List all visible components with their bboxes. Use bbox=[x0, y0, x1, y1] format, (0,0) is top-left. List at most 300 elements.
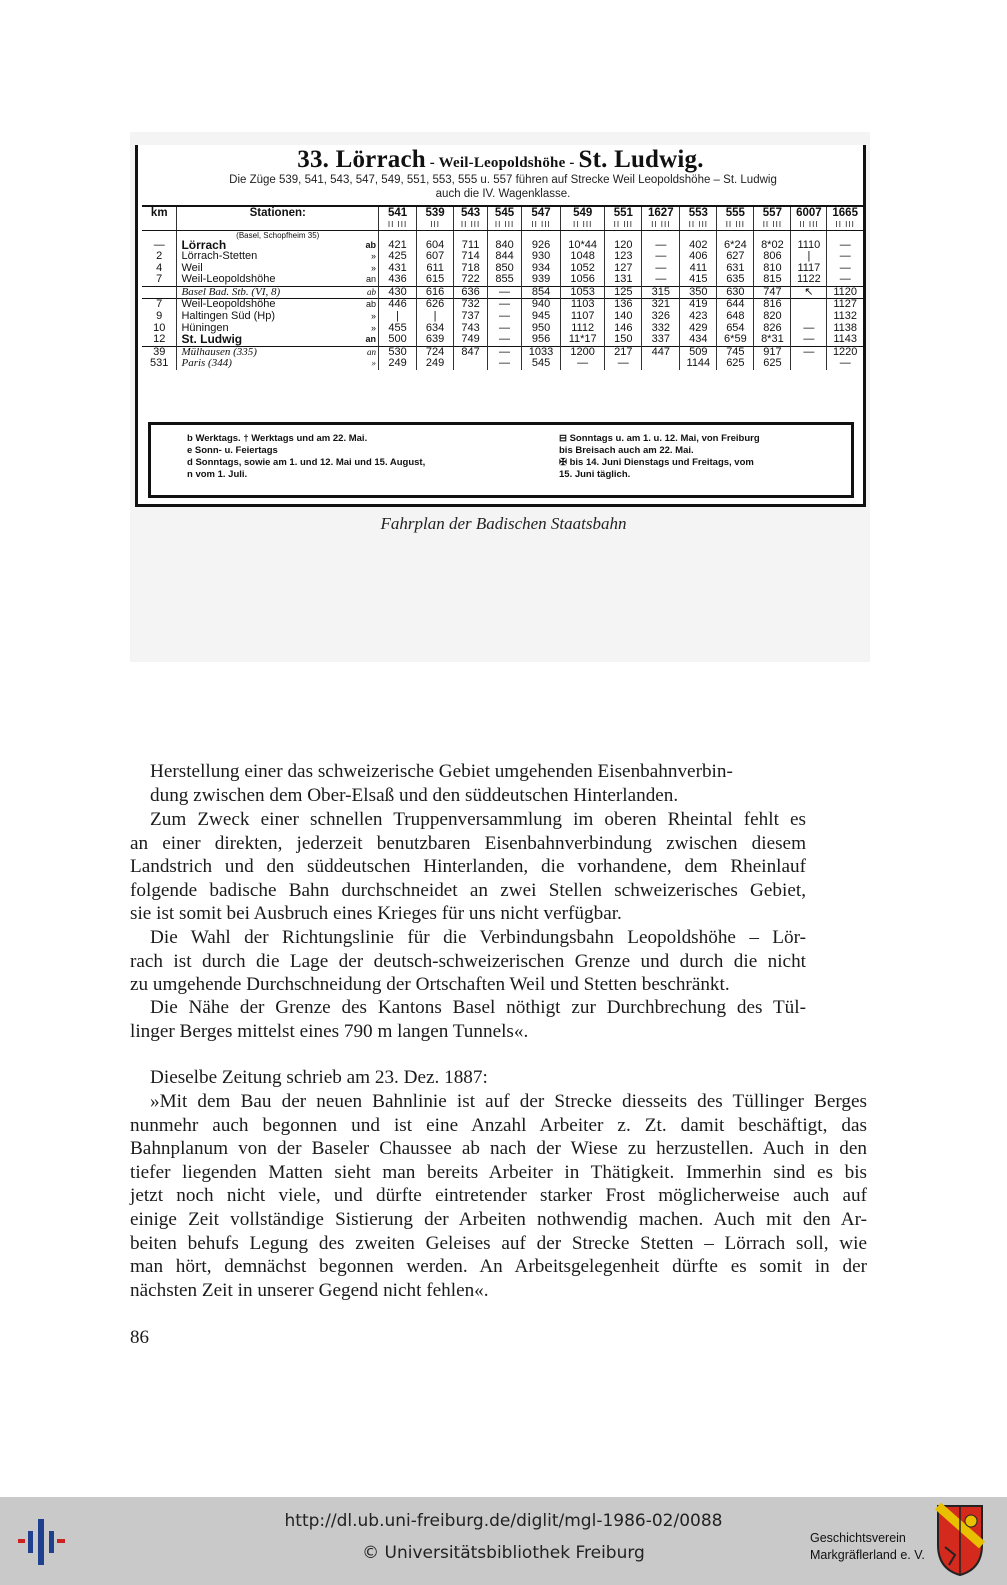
time-cell: 6*59 bbox=[717, 334, 754, 346]
note-empty-cell bbox=[605, 230, 642, 240]
column-header-4 bbox=[454, 206, 488, 230]
time-cell: 1220 bbox=[827, 346, 863, 358]
column-header-10 bbox=[680, 206, 717, 230]
station-cell bbox=[177, 358, 379, 370]
time-cell: 810 bbox=[754, 263, 791, 275]
text-line: tiefer liegenden Matten sieht man bereits Arbeiter in Thätigkeit. Immerhin sind es bis bbox=[130, 1161, 867, 1183]
time-cell: — bbox=[642, 251, 680, 263]
column-header-12 bbox=[754, 206, 791, 230]
time-cell: 626 bbox=[417, 299, 454, 311]
note-empty-cell bbox=[827, 230, 863, 240]
time-cell: 545 bbox=[521, 358, 560, 370]
km-cell: — bbox=[153, 239, 165, 251]
time-cell: — bbox=[488, 311, 522, 323]
time-cell: 604 bbox=[417, 240, 454, 252]
time-cell: — bbox=[488, 299, 522, 311]
column-header-label: 1665 bbox=[832, 207, 858, 219]
column-class-label: II III bbox=[799, 219, 819, 229]
time-cell: 425 bbox=[379, 251, 417, 263]
timetable-row bbox=[142, 263, 863, 275]
note-line-2: auch die IV. Wagenklasse. bbox=[435, 188, 571, 200]
time-cell: 455 bbox=[379, 323, 417, 335]
time-cell: 419 bbox=[680, 299, 717, 311]
time-cell: 423 bbox=[680, 311, 717, 323]
time-cell bbox=[791, 311, 827, 323]
time-cell: 826 bbox=[754, 323, 791, 335]
time-cell: 607 bbox=[417, 251, 454, 263]
station-suffix: » bbox=[371, 311, 377, 322]
timetable-row bbox=[142, 274, 863, 286]
station-cell bbox=[177, 311, 379, 323]
time-cell: — bbox=[827, 240, 863, 252]
station-name: Weil bbox=[181, 262, 203, 274]
time-cell: 648 bbox=[717, 311, 754, 323]
km-cell bbox=[142, 286, 177, 299]
time-cell: 630 bbox=[717, 286, 754, 299]
time-cell: 434 bbox=[680, 334, 717, 346]
text-line: nächsten Zeit in unserer Gegend nicht fehlen«. bbox=[130, 1279, 489, 1301]
column-header-3 bbox=[417, 206, 454, 230]
timetable-note-row bbox=[142, 230, 863, 240]
text-line: sie ist somit bei Ausbruch eines Krieges für uns nicht verfügbar. bbox=[130, 903, 622, 925]
station-suffix: » bbox=[371, 358, 377, 369]
time-cell: — bbox=[488, 346, 522, 358]
text-line: Zum Zweck einer schnellen Truppenversammlung im oberen Rheintal fehlt es bbox=[150, 809, 806, 830]
note-row-cell: (Basel, Schopfheim 35) bbox=[177, 230, 379, 240]
text-line: Dieselbe Zeitung schrieb am 23. Dez. 1887: bbox=[150, 1067, 488, 1088]
time-cell: 530 bbox=[379, 346, 417, 358]
time-cell: 1117 bbox=[791, 263, 827, 275]
note-empty-cell bbox=[561, 230, 605, 240]
time-cell: 639 bbox=[417, 334, 454, 346]
time-cell: — bbox=[561, 358, 605, 370]
note-empty-cell bbox=[379, 230, 417, 240]
time-cell: 1107 bbox=[561, 311, 605, 323]
time-cell: 415 bbox=[680, 274, 717, 286]
time-cell: 1200 bbox=[561, 346, 605, 358]
time-cell: 636 bbox=[454, 286, 488, 299]
time-cell bbox=[791, 358, 827, 370]
column-header-label: 557 bbox=[762, 207, 782, 219]
station-cell bbox=[177, 251, 379, 263]
time-cell: 10*44 bbox=[561, 240, 605, 252]
time-cell: 1103 bbox=[561, 299, 605, 311]
note-empty-cell bbox=[488, 230, 522, 240]
paragraph-5 bbox=[150, 1066, 488, 1090]
page-number: 86 bbox=[130, 1327, 149, 1348]
time-cell: 615 bbox=[417, 274, 454, 286]
time-cell: — bbox=[827, 274, 863, 286]
paragraph-1 bbox=[150, 760, 733, 807]
column-header-8 bbox=[605, 206, 642, 230]
time-cell bbox=[791, 299, 827, 311]
time-cell: 724 bbox=[417, 346, 454, 358]
column-class-label: II III bbox=[651, 219, 671, 229]
column-class-label: II III bbox=[688, 219, 709, 229]
column-header-14 bbox=[827, 206, 863, 230]
time-cell: 125 bbox=[605, 286, 642, 299]
time-cell: 939 bbox=[521, 274, 560, 286]
text-line: rach ist durch die Lage der deutsch-schweizerischen Grenze und durch die nicht bbox=[130, 950, 806, 972]
time-cell: 315 bbox=[642, 286, 680, 299]
text-line: dung zwischen dem Ober-Elsaß und den süddeutschen Hinterlanden. bbox=[150, 784, 679, 806]
time-cell: 631 bbox=[717, 263, 754, 275]
note-empty-cell bbox=[454, 230, 488, 240]
time-cell: 1132 bbox=[827, 311, 863, 323]
paragraph-4 bbox=[130, 996, 806, 1043]
note-empty-cell bbox=[680, 230, 717, 240]
time-cell: 1052 bbox=[561, 263, 605, 275]
time-cell: 806 bbox=[754, 251, 791, 263]
station-cell bbox=[177, 240, 379, 252]
column-class-label: II III bbox=[531, 219, 551, 229]
station-cell bbox=[177, 263, 379, 275]
station-name: Mülhausen (335) bbox=[181, 346, 257, 358]
column-class-label: II III bbox=[613, 219, 633, 229]
column-header-7 bbox=[561, 206, 605, 230]
time-cell: 123 bbox=[605, 251, 642, 263]
timetable-header bbox=[142, 206, 863, 230]
time-cell: 131 bbox=[605, 274, 642, 286]
column-header-6 bbox=[521, 206, 560, 230]
station-suffix: » bbox=[371, 322, 377, 333]
figure-caption: Fahrplan der Badischen Staatsbahn bbox=[380, 514, 627, 533]
time-cell: 136 bbox=[605, 299, 642, 311]
time-cell: 616 bbox=[417, 286, 454, 299]
time-cell: 337 bbox=[642, 334, 680, 346]
column-class-label: II III bbox=[494, 219, 515, 229]
time-cell bbox=[454, 358, 488, 370]
timetable-row bbox=[142, 334, 863, 346]
time-cell: 627 bbox=[717, 251, 754, 263]
title-st-ludwig: St. Ludwig. bbox=[578, 146, 704, 173]
column-header-label: 553 bbox=[688, 207, 708, 219]
text-line: Die Nähe der Grenze des Kantons Basel nöthigt zur Durchbrechung des Tül- bbox=[150, 997, 806, 1018]
km-cell: 12 bbox=[153, 334, 166, 346]
legend-right-column bbox=[559, 433, 849, 481]
station-cell bbox=[177, 299, 379, 311]
column-header-label: km bbox=[150, 207, 168, 219]
text-line: »Mit dem Bau der neuen Bahnlinie ist auf der Strecke diesseits des Tüllinger Berges bbox=[150, 1091, 867, 1112]
column-class-label: II III bbox=[835, 219, 855, 229]
time-cell: 326 bbox=[642, 311, 680, 323]
title-weil: - Weil-Leopoldshöhe - bbox=[425, 155, 579, 171]
legend-left-line: b Werktags. † Werktags und am 22. Mai. bbox=[187, 433, 368, 444]
time-cell: 150 bbox=[605, 334, 642, 346]
time-cell: — bbox=[791, 323, 827, 335]
timetable-note bbox=[144, 173, 862, 201]
timetable-row bbox=[142, 251, 863, 263]
time-cell: | bbox=[379, 311, 417, 323]
time-cell: 431 bbox=[379, 263, 417, 275]
column-header-2 bbox=[379, 206, 417, 230]
time-cell: 140 bbox=[605, 311, 642, 323]
time-cell: 940 bbox=[521, 299, 560, 311]
column-header-label: 551 bbox=[613, 207, 633, 219]
paragraph-3 bbox=[130, 926, 806, 997]
time-cell: 737 bbox=[454, 311, 488, 323]
org-name-line-2: Markgräflerland e. V. bbox=[810, 1548, 925, 1562]
time-cell: 249 bbox=[417, 358, 454, 370]
legend-right-line: ✠ bis 14. Juni Dienstags und Freitags, vom bbox=[559, 457, 754, 468]
time-cell: 429 bbox=[680, 323, 717, 335]
legend-right-line: ⊟ Sonntags u. am 1. u. 12. Mai, von Freiburg bbox=[559, 433, 760, 444]
legend-right-line: bis Breisach auch am 22. Mai. bbox=[559, 445, 694, 456]
station-name: St. Ludwig bbox=[181, 334, 243, 347]
time-cell: 934 bbox=[521, 263, 560, 275]
station-suffix: » bbox=[371, 262, 377, 273]
time-cell: 1112 bbox=[561, 323, 605, 335]
time-cell: 1122 bbox=[791, 274, 827, 286]
km-cell: 2 bbox=[156, 251, 163, 263]
text-line: nunmehr auch begonnen und ist eine Anzahl Arbeiter z. Zt. damit beschäftigt, das bbox=[130, 1114, 867, 1136]
time-cell: 722 bbox=[454, 274, 488, 286]
column-class-label: II III bbox=[725, 219, 746, 229]
time-cell: 411 bbox=[680, 263, 717, 275]
time-cell: — bbox=[488, 323, 522, 335]
column-header-label: 545 bbox=[494, 207, 515, 219]
km-cell: 7 bbox=[142, 299, 177, 311]
time-cell: 625 bbox=[754, 358, 791, 370]
note-empty-cell bbox=[521, 230, 560, 240]
time-cell: 745 bbox=[717, 346, 754, 358]
column-header-label: 539 bbox=[425, 207, 445, 219]
time-cell: 747 bbox=[754, 286, 791, 299]
time-cell: — bbox=[605, 358, 642, 370]
timetable-body bbox=[142, 230, 863, 370]
time-cell: 1048 bbox=[561, 251, 605, 263]
time-cell: — bbox=[791, 334, 827, 346]
time-cell: 654 bbox=[717, 323, 754, 335]
note-line-1: Die Züge 539, 541, 543, 547, 549, 551, 553, 555 u. 557 führen auf Strecke Weil Leopoldshöhe – St. Ludwig bbox=[229, 174, 777, 186]
km-cell: 531 bbox=[150, 358, 169, 370]
text-line: folgende badische Bahn durchschneidet an zwei Stellen schweizerisches Gebiet, bbox=[130, 879, 806, 901]
note-empty-cell bbox=[417, 230, 454, 240]
column-class-label: II III bbox=[460, 219, 481, 229]
time-cell: 840 bbox=[488, 240, 522, 252]
station-suffix: ab bbox=[366, 299, 377, 310]
time-cell: ↖ bbox=[791, 286, 827, 299]
time-cell: 120 bbox=[605, 240, 642, 252]
time-cell: 950 bbox=[521, 323, 560, 335]
time-cell: 430 bbox=[379, 286, 417, 299]
time-cell: 855 bbox=[488, 274, 522, 286]
column-class-label: II III bbox=[573, 219, 593, 229]
time-cell: — bbox=[827, 251, 863, 263]
time-cell: 1143 bbox=[827, 334, 863, 346]
column-header-1 bbox=[177, 206, 379, 230]
time-cell: 815 bbox=[754, 274, 791, 286]
timetable-row bbox=[142, 346, 863, 358]
station-name: Weil-Leopoldshöhe bbox=[181, 274, 276, 286]
time-cell: 749 bbox=[454, 334, 488, 346]
km-cell: 9 bbox=[156, 311, 163, 323]
station-suffix: an bbox=[366, 274, 377, 285]
column-header-0 bbox=[142, 206, 177, 230]
column-header-label: Stationen: bbox=[249, 207, 306, 219]
column-header-5 bbox=[488, 206, 522, 230]
time-cell: 714 bbox=[454, 251, 488, 263]
time-cell: 249 bbox=[379, 358, 417, 370]
time-cell: 127 bbox=[605, 263, 642, 275]
time-cell: — bbox=[827, 263, 863, 275]
footer-bar bbox=[0, 1497, 1007, 1585]
time-cell: 402 bbox=[680, 240, 717, 252]
column-header-13 bbox=[791, 206, 827, 230]
column-header-9 bbox=[642, 206, 680, 230]
station-cell bbox=[177, 334, 379, 346]
timetable-row bbox=[142, 240, 863, 252]
time-cell: 447 bbox=[642, 346, 680, 358]
station-name: Paris (344) bbox=[181, 358, 232, 370]
time-cell: 844 bbox=[488, 251, 522, 263]
time-cell: 635 bbox=[717, 274, 754, 286]
timetable-row bbox=[142, 299, 863, 311]
station-suffix: an bbox=[365, 334, 377, 345]
column-header-label: 6007 bbox=[796, 207, 822, 219]
column-header-label: 549 bbox=[573, 207, 593, 219]
time-cell: 321 bbox=[642, 299, 680, 311]
column-header-11 bbox=[717, 206, 754, 230]
footer-copyright: © Universitätsbibliothek Freiburg bbox=[362, 1543, 645, 1563]
timetable-row bbox=[142, 358, 863, 370]
station-suffix: ab bbox=[367, 286, 377, 297]
time-cell: — bbox=[642, 240, 680, 252]
time-cell: 146 bbox=[605, 323, 642, 335]
column-header-label: 541 bbox=[387, 207, 408, 219]
time-cell: | bbox=[417, 311, 454, 323]
station-cell bbox=[177, 286, 379, 299]
note-empty-cell bbox=[642, 230, 680, 240]
note-km-cell bbox=[142, 230, 177, 240]
column-class-label: II III bbox=[762, 219, 783, 229]
title-lorrach: 33. Lörrach bbox=[297, 146, 426, 173]
time-cell: 1120 bbox=[827, 286, 863, 299]
station-cell bbox=[177, 346, 379, 358]
text-line: beiten behufs Legung des zweiten Geleises auf der Strecke Stetten – Lörrach soll, wie bbox=[130, 1232, 867, 1254]
time-cell: 217 bbox=[605, 346, 642, 358]
time-cell: 509 bbox=[680, 346, 717, 358]
time-cell: 8*31 bbox=[754, 334, 791, 346]
station-name: Basel Bad. Stb. (VI, 8) bbox=[181, 286, 281, 298]
time-cell: 847 bbox=[454, 346, 488, 358]
time-cell: 1144 bbox=[680, 358, 717, 370]
time-cell: — bbox=[791, 346, 827, 358]
coat-of-arms-icon bbox=[935, 1503, 985, 1577]
time-cell: 732 bbox=[454, 299, 488, 311]
time-cell: 634 bbox=[417, 323, 454, 335]
time-cell: — bbox=[488, 334, 522, 346]
legend-left-line: e Sonn- u. Feiertags bbox=[187, 445, 278, 456]
text-line: Die Wahl der Richtungslinie für die Verbindungsbahn Leopoldshöhe – Lör- bbox=[150, 927, 806, 948]
column-header-label: 547 bbox=[531, 207, 551, 219]
timetable-row bbox=[142, 311, 863, 323]
time-cell: 1053 bbox=[561, 286, 605, 299]
column-header-label: 555 bbox=[725, 207, 745, 219]
column-header-label: 543 bbox=[460, 207, 481, 219]
station-cell bbox=[177, 323, 379, 335]
time-cell: 1138 bbox=[827, 323, 863, 335]
station-suffix: » bbox=[371, 251, 377, 262]
time-cell: 421 bbox=[379, 240, 417, 252]
time-cell: 820 bbox=[754, 311, 791, 323]
legend-left-column bbox=[187, 433, 527, 481]
time-cell: 8*02 bbox=[754, 240, 791, 252]
text-line: einige Zeit vollständige Sistierung der Arbeiten nothwendig machen. Auch mit den Ar- bbox=[130, 1208, 867, 1230]
timetable-header-row bbox=[142, 206, 863, 230]
time-cell: 945 bbox=[521, 311, 560, 323]
column-class-label: II III bbox=[387, 219, 408, 229]
legend-right-line: 15. Juni täglich. bbox=[559, 469, 631, 480]
timetable-row bbox=[142, 286, 863, 299]
text-line: man hört, demnächst begonnen werden. An Arbeitsgelegenheit dürfte es somit in der bbox=[130, 1256, 867, 1278]
time-cell: | bbox=[791, 251, 827, 263]
time-cell: — bbox=[827, 358, 863, 370]
time-cell: 718 bbox=[454, 263, 488, 275]
paragraph-6 bbox=[130, 1090, 867, 1302]
time-cell: 930 bbox=[521, 251, 560, 263]
note-empty-cell bbox=[717, 230, 754, 240]
station-suffix: an bbox=[367, 346, 377, 357]
column-header-label: 1627 bbox=[648, 207, 674, 219]
legend-left-line: d Sonntags, sowie am 1. und 12. Mai und 15. August, bbox=[187, 457, 426, 468]
time-cell bbox=[642, 358, 680, 370]
time-cell: 1127 bbox=[827, 299, 863, 311]
text-line: zu umgehende Durchschneidung der Ortschaften Weil und Stetten beschränkt. bbox=[130, 974, 730, 996]
time-cell: 6*24 bbox=[717, 240, 754, 252]
time-cell: 956 bbox=[521, 334, 560, 346]
timetable-figure bbox=[135, 145, 866, 507]
text-line: Bahnplanum von der Baseler Chaussee ab nach der Wiese zu herzustellen. Auch in den bbox=[130, 1138, 867, 1160]
time-cell: 850 bbox=[488, 263, 522, 275]
time-cell: 1056 bbox=[561, 274, 605, 286]
time-cell: 406 bbox=[680, 251, 717, 263]
text-line: an einer direkten, jederzeit benutzbaren Eisenbahnverbindung zwischen diesem bbox=[130, 832, 806, 854]
time-cell: 332 bbox=[642, 323, 680, 335]
time-cell: 436 bbox=[379, 274, 417, 286]
time-cell: — bbox=[642, 263, 680, 275]
legend-left-line: n vom 1. Juli. bbox=[187, 469, 248, 480]
time-cell: 711 bbox=[454, 240, 488, 252]
text-line: linger Berges mittelst eines 790 m langen Tunnels«. bbox=[130, 1020, 529, 1042]
note-empty-cell bbox=[754, 230, 791, 240]
text-line: Landstrich und den süddeutschen Hinterlanden, die vorhandene, dem Rheinlauf bbox=[130, 856, 806, 878]
time-cell: — bbox=[642, 274, 680, 286]
footer-url-link[interactable]: http://dl.ub.uni-freiburg.de/diglit/mgl-1986-02/0088 bbox=[284, 1511, 723, 1531]
paragraph-2 bbox=[130, 808, 806, 926]
org-name-line-1: Geschichtsverein bbox=[810, 1531, 906, 1545]
km-cell: 4 bbox=[156, 262, 163, 274]
time-cell: 611 bbox=[417, 263, 454, 275]
station-suffix: ab bbox=[365, 239, 377, 250]
km-cell: 10 bbox=[153, 322, 166, 334]
time-cell: 11*17 bbox=[561, 334, 605, 346]
column-class-label: III bbox=[430, 219, 440, 229]
time-cell: 926 bbox=[521, 240, 560, 252]
time-cell: 854 bbox=[521, 286, 560, 299]
timetable-table bbox=[142, 205, 863, 370]
station-name: Lörrach bbox=[181, 239, 227, 252]
time-cell: 446 bbox=[379, 299, 417, 311]
time-cell: 350 bbox=[680, 286, 717, 299]
station-name: Lörrach-Stetten bbox=[181, 251, 258, 263]
time-cell: 816 bbox=[754, 299, 791, 311]
station-name: Weil-Leopoldshöhe bbox=[181, 298, 276, 311]
timetable-row bbox=[142, 323, 863, 335]
time-cell: 500 bbox=[379, 334, 417, 346]
km-cell: 39 bbox=[142, 346, 177, 358]
station-name: Haltingen Süd (Hp) bbox=[181, 311, 276, 323]
